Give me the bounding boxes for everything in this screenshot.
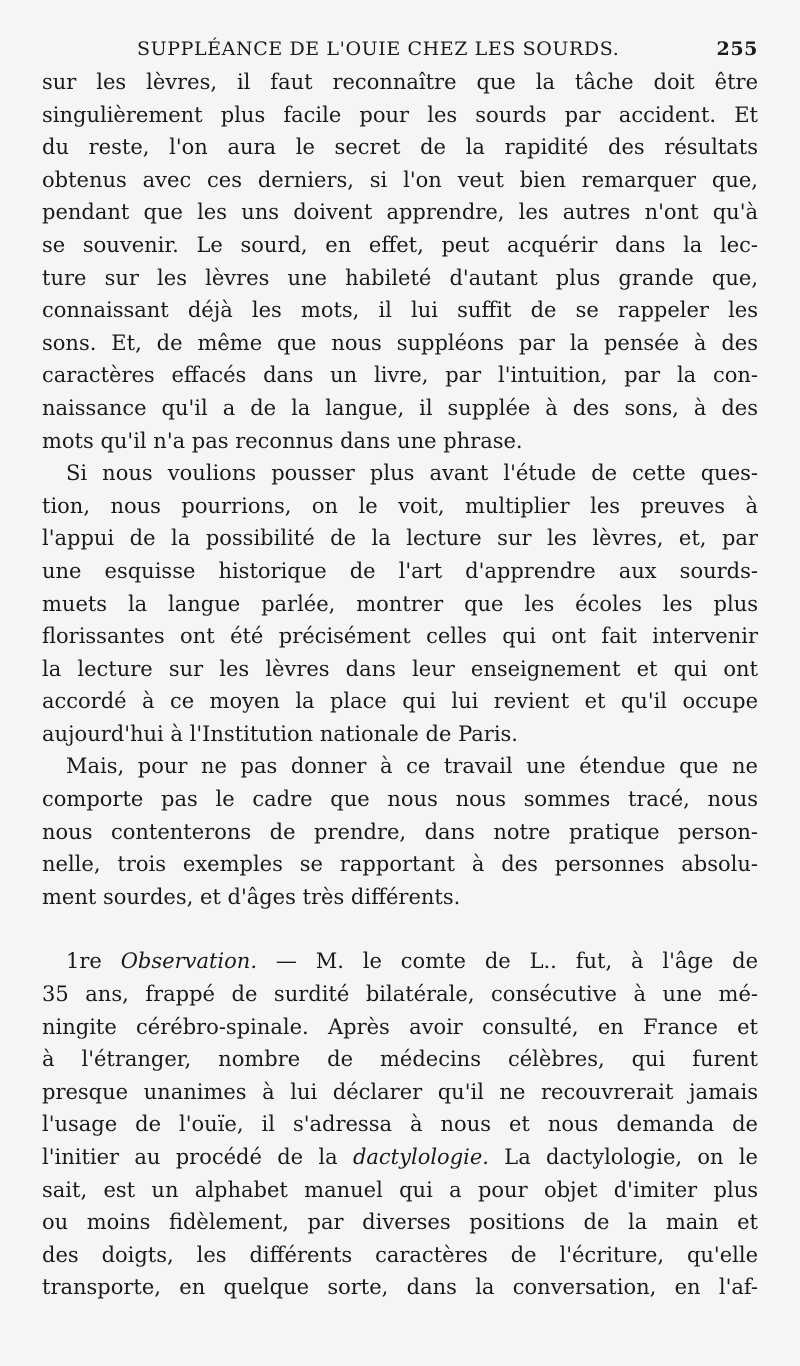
text-line: obtenus avec ces derniers, si l'on veut bien remarquer que,	[42, 167, 758, 192]
text-line: sait, est un alphabet manuel qui a pour objet d'imiter plus	[42, 1177, 758, 1202]
paragraph-2	[42, 457, 758, 750]
text-line: nous contenterons de prendre, dans notre pratique person-	[42, 819, 758, 844]
text-line: à l'étranger, nombre de médecins célèbres, qui furent	[42, 1047, 758, 1072]
text-line: nelle, trois exemples se rapportant à des personnes absolu-	[42, 852, 758, 877]
section-gap	[42, 913, 758, 945]
text-line: l'usage de l'ouïe, il s'adressa à nous et nous demanda de	[42, 1112, 758, 1137]
text-line: florissantes ont été précisément celles qui ont fait intervenir	[42, 624, 758, 649]
text-line: naissance qu'il a de la langue, il supplée à des sons, à des	[42, 395, 758, 420]
observation-label: Observation.	[120, 949, 257, 974]
text-line: l'appui de la possibilité de la lecture sur les lèvres, et, par	[42, 526, 758, 551]
page-number: 255	[716, 38, 758, 60]
text-line: 35 ans, frappé de surdité bilatérale, consécutive à une mé-	[42, 982, 758, 1007]
text-line: Si nous voulions pousser plus avant l'étude de cette ques-	[66, 461, 758, 486]
line-start: l'initier au procédé de la	[42, 1145, 338, 1169]
text-line: aujourd'hui à l'Institution nationale de Paris.	[42, 721, 518, 746]
text-line: se souvenir. Le sourd, en effet, peut acquérir dans la lec-	[42, 232, 758, 257]
observation-paragraph	[42, 945, 758, 1304]
text-line: accordé à ce moyen la place qui lui revient et qu'il occupe	[42, 689, 758, 714]
text-line: sons. Et, de même que nous suppléons par la pensée à des	[42, 330, 758, 355]
text-line: caractères effacés dans un livre, par l'intuition, par la con-	[42, 363, 758, 388]
text-line: muets la langue parlée, montrer que les écoles les plus	[42, 591, 758, 616]
paragraph-3	[42, 750, 758, 913]
text-line: presque unanimes à lui déclarer qu'il ne recouvrerait jamais	[42, 1079, 758, 1104]
observation-number: 1re	[66, 949, 102, 974]
paragraph-1	[42, 66, 758, 457]
text-line: ou moins fidèlement, par diverses positions de la main et	[42, 1210, 758, 1235]
text-line: mots qu'il n'a pas reconnus dans une phrase.	[42, 428, 523, 453]
text-line: la lecture sur les lèvres dans leur enseignement et qui ont	[42, 656, 758, 681]
running-title: SUPPLÉANCE DE L'OUIE CHEZ LES SOURDS.	[137, 38, 620, 60]
body-text	[42, 66, 758, 1304]
running-head	[42, 32, 758, 66]
text-line: comporte pas le cadre que nous nous sommes tracé, nous	[42, 787, 758, 812]
text-line: pendant que les uns doivent apprendre, les autres n'ont qu'à	[42, 200, 758, 225]
text-line: singulièrement plus facile pour les sourds par accident. Et	[42, 102, 758, 127]
text-line: ningite cérébro-spinale. Après avoir consulté, en France et	[42, 1014, 758, 1039]
observation-first-line: — M. le comte de L.. fut, à l'âge de	[275, 949, 758, 974]
italic-term: dactylologie.	[352, 1145, 489, 1169]
text-line: ment sourdes, et d'âges très différents.	[42, 884, 461, 909]
text-line: ture sur les lèvres une habileté d'autant plus grande que,	[42, 265, 758, 290]
observation-heading-line	[42, 945, 758, 978]
text-line: des doigts, les différents caractères de l'écriture, qu'elle	[42, 1242, 758, 1267]
text-line: transporte, en quelque sorte, dans la conversation, en l'af-	[42, 1275, 758, 1300]
text-line-with-term	[42, 1141, 758, 1174]
line-end: La dactylologie, on le	[504, 1145, 758, 1169]
text-line: sur les lèvres, il faut reconnaître que la tâche doit être	[42, 70, 758, 94]
text-line: connaissant déjà les mots, il lui suffit de se rappeler les	[42, 298, 758, 323]
text-line: tion, nous pourrions, on le voit, multiplier les preuves à	[42, 493, 758, 518]
text-line: une esquisse historique de l'art d'apprendre aux sourds-	[42, 558, 758, 583]
text-line: Mais, pour ne pas donner à ce travail une étendue que ne	[66, 754, 758, 779]
text-line: du reste, l'on aura le secret de la rapidité des résultats	[42, 135, 758, 160]
